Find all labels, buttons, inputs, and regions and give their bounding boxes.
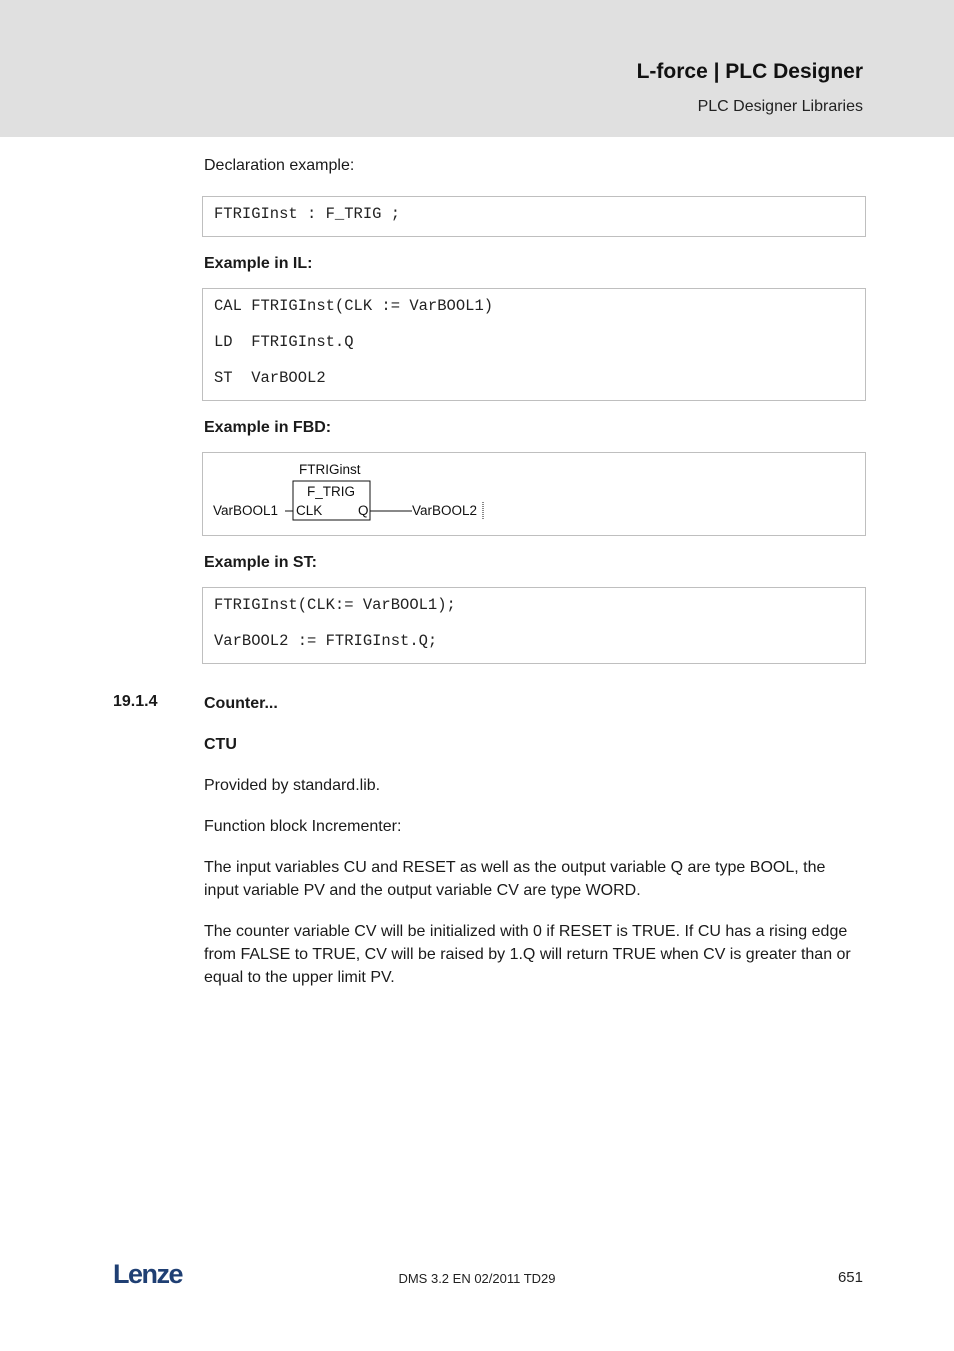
fbd-diagram [203,453,865,535]
code-line: FTRIGInst : F_TRIG ; [214,205,401,223]
fbd-output-pin: Q [358,503,369,518]
code-line: ST VarBOOL2 [214,369,326,387]
st-code-box [202,587,866,664]
fbd-output-variable: VarBOOL2 [412,503,478,518]
paragraph: The counter variable CV will be initialized with 0 if RESET is TRUE. If CU has a rising edge from FALSE to TRUE, CV will be raised by 1.Q will return TRUE when CV is greater than or equal to the upper limit PV. [204,923,851,986]
paragraph: Function block Incrementer: [204,818,402,835]
fbd-diagram-box [202,452,866,536]
code-line: LD FTRIGInst.Q [214,333,354,351]
fbd-input-variable: VarBOOL1 [213,503,279,518]
declaration-label: Declaration example: [204,157,355,174]
page-header-title: L-force | PLC Designer [636,60,863,83]
paragraph: The input variables CU and RESET as well as the output variable Q are type BOOL, the input variable PV and the output variable CV are type WORD. [204,859,826,899]
page-header-subtitle: PLC Designer Libraries [697,98,863,115]
fbd-input-pin: CLK [296,503,323,518]
footer-doc-id: DMS 3.2 EN 02/2011 TD29 [398,1271,556,1286]
section-number: 19.1.4 [113,693,158,710]
st-example-heading: Example in ST: [204,554,317,571]
code-line: VarBOOL2 := FTRIGInst.Q; [214,632,438,650]
section-title: Counter... [204,695,278,712]
fbd-example-heading: Example in FBD: [204,419,332,436]
code-line: FTRIGInst(CLK:= VarBOOL1); [214,596,456,614]
il-example-heading: Example in IL: [204,255,313,272]
il-code-box [202,288,866,401]
fbd-block-type: F_TRIG [307,484,356,499]
code-line: CAL FTRIGInst(CLK := VarBOOL1) [214,297,494,315]
declaration-code-box [202,196,866,237]
paragraph: Provided by standard.lib. [204,777,381,794]
lenze-logo-text: Lenze [113,1259,183,1287]
subheading-ctu: CTU [204,736,237,753]
page-number: 651 [837,1269,863,1286]
fbd-instance-label: FTRIGinst [299,462,361,477]
